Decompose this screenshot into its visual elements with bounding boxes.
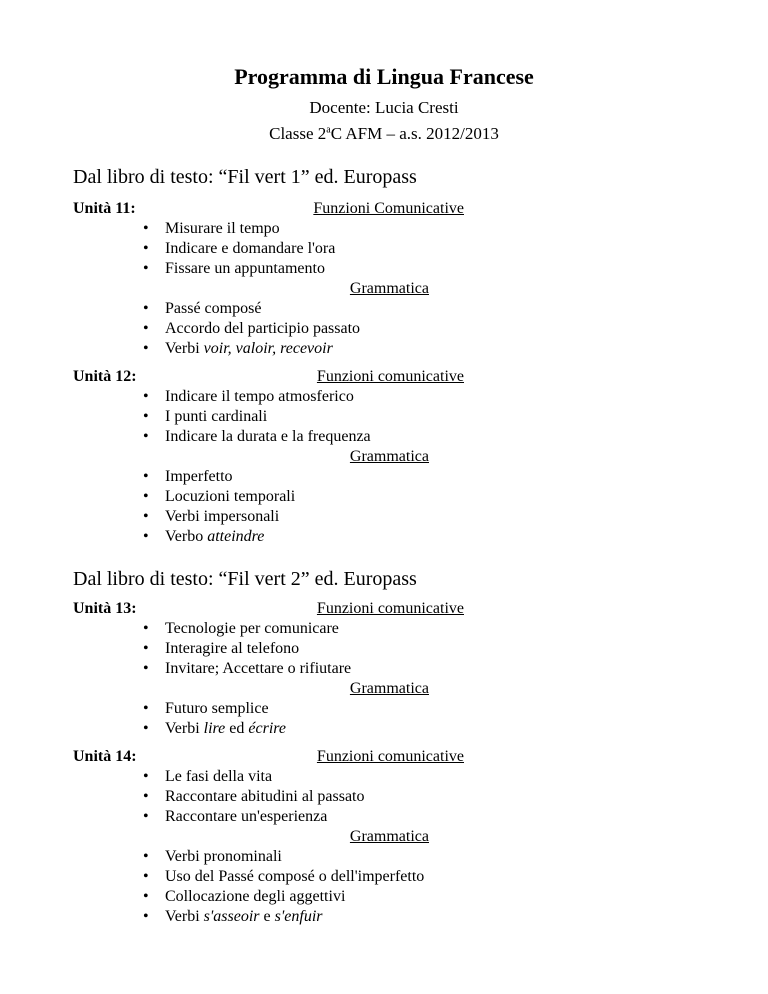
list-item: • Raccontare abitudini al passato <box>143 788 365 805</box>
book-heading: Dal libro di testo: “Fil vert 1” ed. Europass <box>73 166 417 188</box>
list-item: • Accordo del participio passato <box>143 320 361 337</box>
list-item: • I punti cardinali <box>143 408 268 425</box>
funzioni-heading: Funzioni comunicative <box>316 368 464 385</box>
list-item: • Indicare la durata e la frequenza <box>143 428 371 445</box>
list-item: • Le fasi della vita <box>143 768 273 785</box>
grammatica-heading: Grammatica <box>349 448 429 465</box>
book-heading: Dal libro di testo: “Fil vert 2” ed. Europass <box>73 568 417 590</box>
funzioni-heading: Funzioni comunicative <box>316 600 464 617</box>
list-item: • Futuro semplice <box>143 700 269 717</box>
list-item: • Interagire al telefono <box>143 640 300 657</box>
list-item: • Verbo atteindre <box>143 528 265 545</box>
list-item: • Invitare; Accettare o rifiutare <box>143 660 352 677</box>
grammatica-heading: Grammatica <box>349 828 429 845</box>
class-line <box>0 124 768 144</box>
class-suffix: C AFM – a.s. 2012/2013 <box>330 124 499 143</box>
list-item: • Misurare il tempo <box>143 220 280 237</box>
grammatica-heading: Grammatica <box>349 280 429 297</box>
class-sup: a <box>326 124 331 136</box>
list-item: • Verbi lire ed écrire <box>143 720 286 737</box>
list-item: • Verbi s'asseoir e s'enfuir <box>143 908 323 925</box>
funzioni-heading: Funzioni Comunicative <box>313 200 464 217</box>
list-item: • Uso del Passé composé o dell'imperfetto <box>143 868 425 885</box>
list-item: • Verbi voir, valoir, recevoir <box>143 340 333 357</box>
grammatica-heading: Grammatica <box>349 680 429 697</box>
unit-label: Unità 13: <box>73 600 137 617</box>
list-item: • Fissare un appuntamento <box>143 260 325 277</box>
list-item: • Raccontare un'esperienza <box>143 808 328 825</box>
list-item: • Indicare il tempo atmosferico <box>143 388 354 405</box>
list-item: • Collocazione degli aggettivi <box>143 888 346 905</box>
list-item: • Verbi impersonali <box>143 508 280 525</box>
class-prefix: Classe 2 <box>269 124 327 143</box>
unit-label: Unità 11: <box>73 200 136 217</box>
list-item: • Verbi pronominali <box>143 848 282 865</box>
unit-label: Unità 14: <box>73 748 137 765</box>
list-item: • Locuzioni temporali <box>143 488 296 505</box>
funzioni-heading: Funzioni comunicative <box>316 748 464 765</box>
list-item: • Tecnologie per comunicare <box>143 620 339 637</box>
list-item: • Imperfetto <box>143 468 233 485</box>
unit-label: Unità 12: <box>73 368 137 385</box>
list-item: • Indicare e domandare l'ora <box>143 240 336 257</box>
page-title: Programma di Lingua Francese <box>234 64 534 89</box>
list-item: • Passé composé <box>143 300 262 317</box>
teacher-line: Docente: Lucia Cresti <box>309 98 459 117</box>
